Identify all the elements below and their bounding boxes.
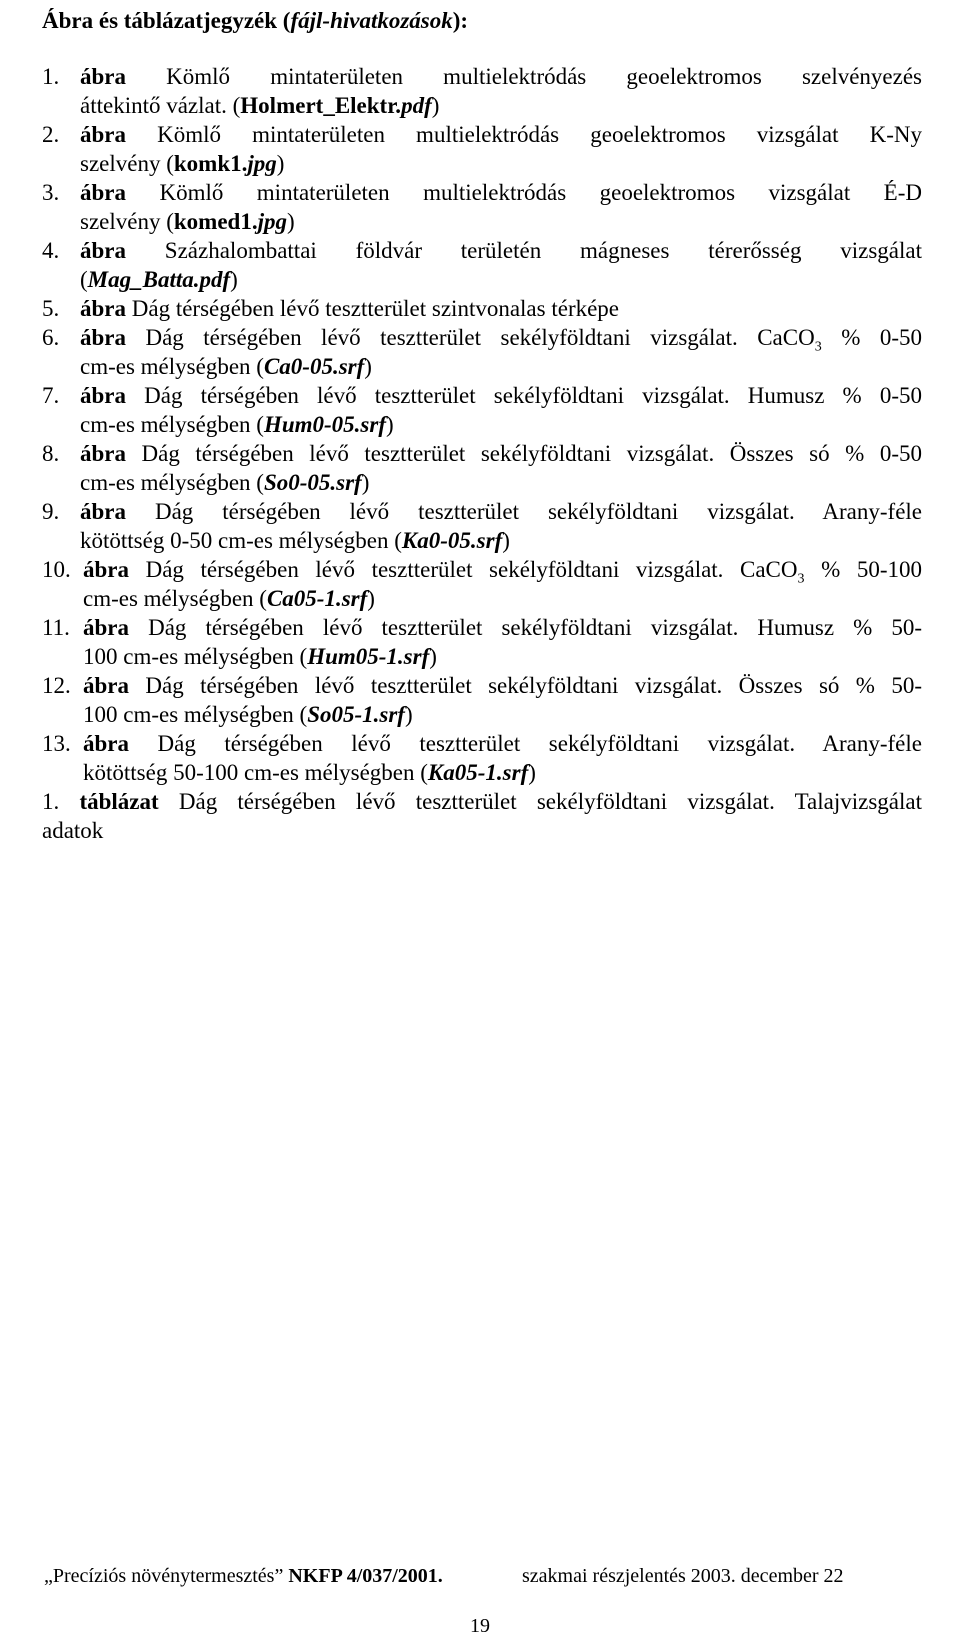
file-reference: Ka05-1. xyxy=(427,760,503,785)
figure-label: ábra xyxy=(80,180,126,205)
list-item: 10. ábra Dág térségében lévő tesztterület sekélyföldtani vizsgálat. CaCO$_3$ % 50-100 cm-es mélységben (Ca05-1.srf) xyxy=(42,557,922,611)
figure-label: ábra xyxy=(83,673,129,698)
heading-italic: fájl-hivatkozások xyxy=(290,8,453,33)
figure-label: ábra xyxy=(80,296,126,321)
figure-label: ábra xyxy=(80,122,126,147)
table-label: táblázat xyxy=(79,789,159,814)
list-item: 8. ábra Dág térségében lévő tesztterület sekélyföldtani vizsgálat. Összes só % 0-50 cm-es mélységben (So0-05.srf) xyxy=(42,441,922,495)
list-item: 3. ábra Kömlő mintaterületen multielektródás geoelektromos vizsgálat É-D szelvény (komed1.jpg) xyxy=(42,180,922,234)
figure-label: ábra xyxy=(83,731,129,756)
file-reference: So05-1. xyxy=(307,702,380,727)
list-item: 13. ábra Dág térségében lévő tesztterület sekélyföldtani vizsgálat. Arany-féle kötöttség 50-100 cm-es mélységben (Ka05-1.srf) xyxy=(42,731,922,785)
file-reference: Ca0-05. xyxy=(263,354,339,379)
figure-label: ábra xyxy=(80,383,126,408)
list-item: 4. ábra Százhalombattai földvár területén mágneses térerősség vizsgálat (Mag_Batta.pdf) xyxy=(42,238,923,292)
file-reference: komk1. xyxy=(173,151,248,176)
file-reference: Holmert_Elektr. xyxy=(240,93,402,118)
figure-label: ábra xyxy=(80,64,126,89)
list-item: 2. ábra Kömlő mintaterületen multielektródás geoelektromos vizsgálat K-Ny szelvény (komk1.jpg) xyxy=(42,122,922,176)
file-reference: Ca05-1. xyxy=(266,586,342,611)
page-heading: Ábra és táblázatjegyzék (fájl-hivatkozások): xyxy=(42,8,469,33)
list-item: 6. ábra Dág térségében lévő tesztterület sekélyföldtani vizsgálat. CaCO$_3$ % 0-50 cm-es mélységben (Ca0-05.srf) xyxy=(42,325,922,379)
figure-label: ábra xyxy=(83,615,129,640)
list-item: 9. ábra Dág térségében lévő tesztterület sekélyföldtani vizsgálat. Arany-féle kötöttség 0-50 cm-es mélységben (Ka0-05.srf) xyxy=(42,499,922,553)
file-reference: Ka0-05. xyxy=(401,528,477,553)
file-reference: Hum05-1. xyxy=(307,644,404,669)
figure-list xyxy=(42,62,922,845)
list-item: 1. ábra Kömlő mintaterületen multielektródás geoelektromos szelvényezés áttekintő vázlat. (Holmert_Elektr.pdf) xyxy=(42,64,923,118)
list-item: 7. ábra Dág térségében lévő tesztterület sekélyföldtani vizsgálat. Humusz % 0-50 cm-es mélységben (Hum0-05.srf) xyxy=(42,383,922,437)
page-footer: „Precíziós növénytermesztés” NKFP 4/037/2001. szakmai részjelentés 2003. december 22 xyxy=(44,1565,844,1587)
table-list-item: 1. táblázat Dág térségében lévő tesztterület sekélyföldtani vizsgálat. Talajvizsgálat adatok xyxy=(42,789,922,843)
figure-label: ábra xyxy=(80,325,126,350)
list-item: 5. ábra Dág térségében lévő tesztterület szintvonalas térképe xyxy=(42,296,620,321)
file-reference: komed1. xyxy=(173,209,258,234)
file-reference: Hum0-05. xyxy=(263,412,361,437)
list-item: 11. ábra Dág térségében lévő tesztterület sekélyföldtani vizsgálat. Humusz % 50- 100 cm-es mélységben (Hum05-1.srf) xyxy=(42,615,923,669)
file-reference: Mag_Batta. xyxy=(87,267,200,292)
figure-label: ábra xyxy=(80,238,126,263)
figure-label: ábra xyxy=(83,557,129,582)
figure-label: ábra xyxy=(80,441,126,466)
figure-label: ábra xyxy=(80,499,126,524)
file-reference: So0-05. xyxy=(263,470,337,495)
page-number: 19 xyxy=(470,1615,490,1637)
list-item: 12. ábra Dág térségében lévő tesztterület sekélyföldtani vizsgálat. Összes só % 50- 100 cm-es mélységben (So05-1.srf) xyxy=(42,673,922,727)
